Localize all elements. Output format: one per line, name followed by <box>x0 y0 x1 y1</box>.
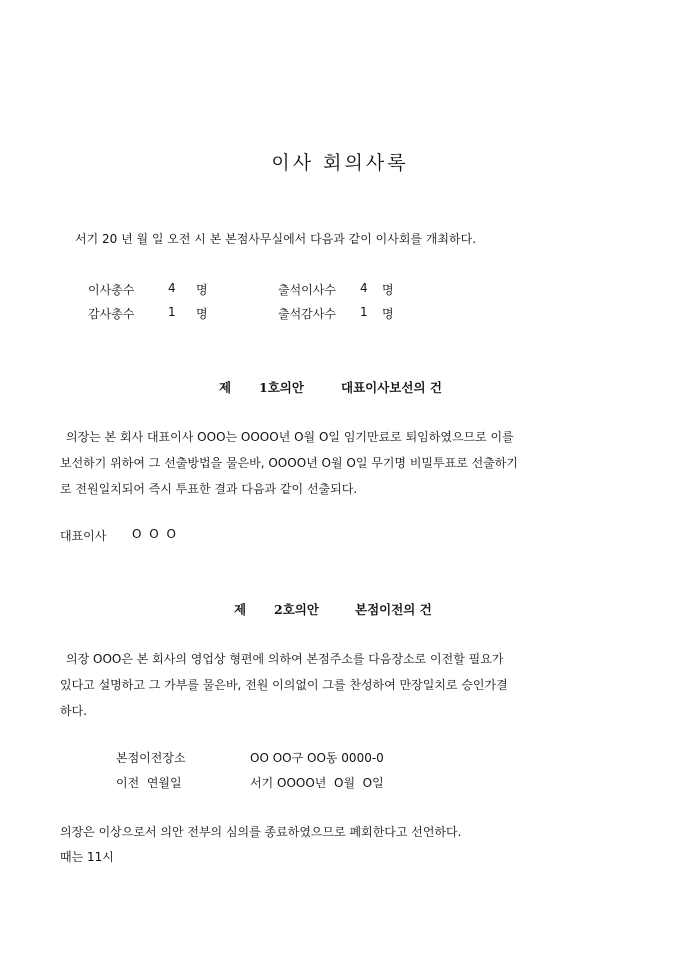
attendance-label: 출석감사수 <box>278 307 336 321</box>
attendance-label: 감사총수 <box>88 307 135 321</box>
closing-statement: 의장은 이상으로서 의안 전부의 심의를 종료하였으므로 폐회한다고 선언하다. <box>60 825 462 839</box>
attendance-value: 1 <box>168 305 176 319</box>
relocation-date-label: 이전 연월일 <box>116 776 182 790</box>
agenda-2-number: 2호의안 <box>274 602 319 617</box>
agenda-2-body-line: 의장 OOO은 본 회사의 영업상 형편에 의하여 본점주소를 다음장소로 이전할 필요가 <box>66 652 504 666</box>
agenda-2-name: 본점이전의 건 <box>355 602 432 617</box>
agenda-1-body-line: 보선하기 위하여 그 선출방법을 물은바, OOOO년 O월 O일 무기명 비밀투표로 선출하기 <box>60 456 518 470</box>
attendance-unit: 명 <box>196 307 208 321</box>
relocation-address-value: OO OO구 OO동 0000-0 <box>250 751 384 765</box>
relocation-date-value: 서기 OOOO년 O월 O일 <box>250 776 384 790</box>
attendance-unit: 명 <box>382 307 394 321</box>
attendance-label: 이사총수 <box>88 283 135 297</box>
agenda-1-prefix: 제 <box>219 380 232 395</box>
agenda-1-name: 대표이사보선의 건 <box>341 380 442 395</box>
intro-text: 서기 20 년 월 일 오전 시 본 본점사무실에서 다음과 같이 이사회를 개최하다. <box>75 232 477 246</box>
agenda-2-prefix: 제 <box>234 602 247 617</box>
attendance-label: 출석이사수 <box>278 283 336 297</box>
attendance-value: 4 <box>168 281 176 295</box>
agenda-2-body-line: 하다. <box>60 704 87 718</box>
agenda-1-body-line: 의장는 본 회사 대표이사 OOO는 OOOO년 O월 O일 임기만료로 퇴임하였으므로 이를 <box>66 430 514 444</box>
attendance-unit: 명 <box>196 283 208 297</box>
relocation-address-label: 본점이전장소 <box>116 751 186 765</box>
document-title: 이사 회의사록 <box>271 152 409 174</box>
attendance-unit: 명 <box>382 283 394 297</box>
end-time: 때는 11시 <box>60 850 114 864</box>
attendance-value: 1 <box>360 305 368 319</box>
agenda-1-body-line: 로 전원일치되어 즉시 투표한 결과 다음과 같이 선출되다. <box>60 482 358 496</box>
attendance-value: 4 <box>360 281 368 295</box>
representative-name: O O O <box>132 527 178 541</box>
agenda-2-body-line: 있다고 설명하고 그 가부를 물은바, 전원 이의없이 그를 찬성하여 만장일치로 승인가결 <box>60 678 508 692</box>
agenda-1-number: 1호의안 <box>259 380 304 395</box>
representative-label: 대표이사 <box>60 529 107 543</box>
